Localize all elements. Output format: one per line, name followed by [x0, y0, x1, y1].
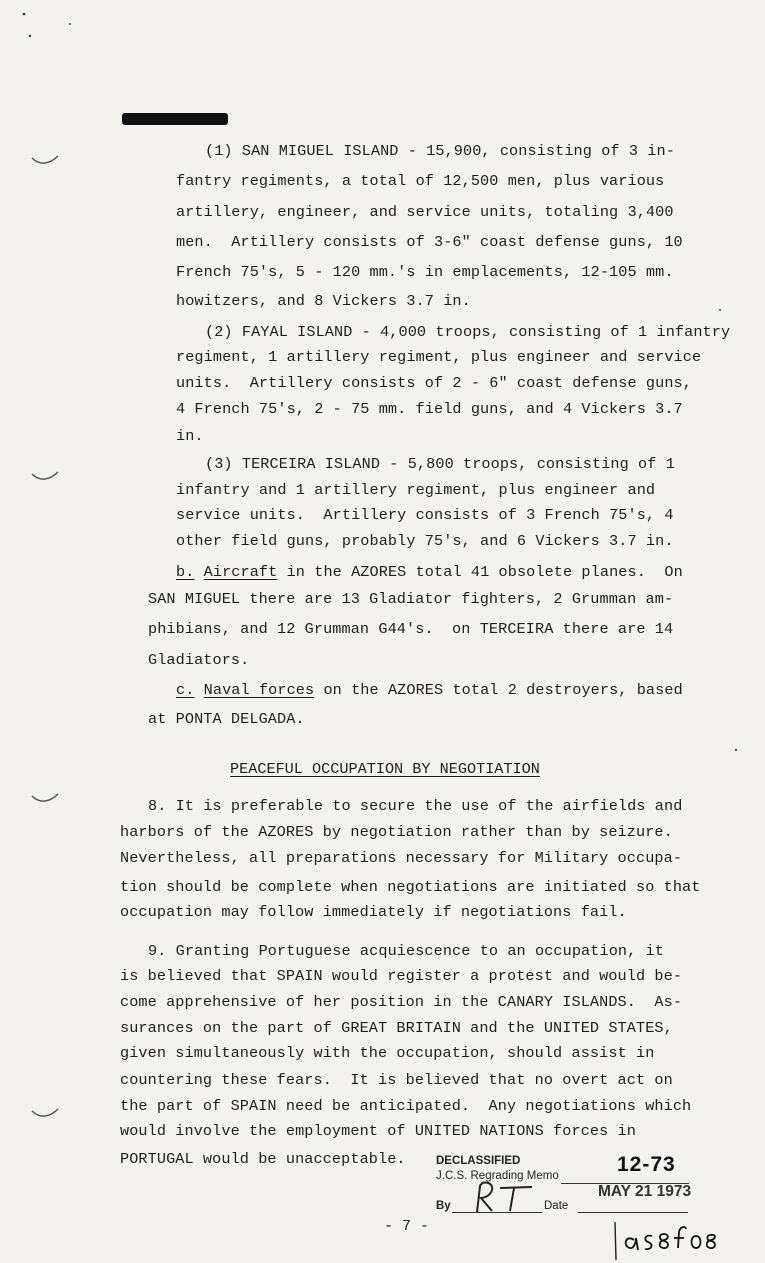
redacted-classification-bar [122, 113, 228, 125]
text-line: 4 French 75's, 2 - 75 mm. field guns, and 4 Vickers 3.7 [176, 400, 683, 418]
text-line: SAN MIGUEL there are 13 Gladiator fighters, 2 Grumman am- [148, 590, 674, 608]
text-line: (1) SAN MIGUEL ISLAND - 15,900, consisting of 3 in- [205, 142, 675, 160]
text-line: harbors of the AZORES by negotiation rather than by seizure. [120, 823, 673, 841]
stamp-underline [578, 1212, 688, 1213]
signature-initials [472, 1180, 542, 1216]
scan-speck-icon [20, 10, 80, 50]
text-line: service units. Artillery consists of 3 French 75's, 4 [176, 506, 674, 524]
text-line: would involve the employment of UNITED NATIONS forces in [120, 1122, 636, 1140]
text-line: at PONTA DELGADA. [148, 710, 305, 728]
text-line: in. [176, 427, 204, 445]
text-line: Gladiators. [148, 651, 250, 669]
naval-letter: c. [176, 681, 195, 699]
text-line: countering these fears. It is believed that no overt act on [120, 1071, 673, 1089]
text-line: is believed that SPAIN would register a protest and would be- [120, 967, 683, 985]
text-line: surances on the part of GREAT BRITAIN and the UNITED STATES, [120, 1019, 673, 1037]
text-line: phibians, and 12 Grumman G44's. on TERCEIRA there are 14 [148, 620, 674, 638]
aircraft-letter: b. [176, 563, 195, 581]
text-line: come apprehensive of her position in the CANARY ISLANDS. As- [120, 993, 683, 1011]
stamp-date-value: MAY 21 1973 [598, 1183, 692, 1200]
aircraft-line [176, 563, 683, 581]
scan-mark-icon [30, 1103, 60, 1123]
section-heading: PEACEFUL OCCUPATION BY NEGOTIATION [230, 760, 540, 778]
naval-line [176, 681, 683, 699]
text-line: PORTUGAL would be unacceptable. [120, 1150, 406, 1168]
scan-speck-icon [700, 300, 760, 800]
text-line: units. Artillery consists of 2 - 6" coast defense guns, [176, 374, 692, 392]
page-number: - 7 - [384, 1218, 430, 1235]
scan-mark-icon [30, 788, 60, 808]
text-line: howitzers, and 8 Vickers 3.7 in. [176, 292, 471, 310]
text-line: the part of SPAIN need be anticipated. Any negotiations which [120, 1097, 692, 1115]
naval-label: Naval forces [203, 681, 315, 699]
text-line: regiment, 1 artillery regiment, plus engineer and service [176, 348, 702, 366]
stamp-date-label: Date [544, 1200, 569, 1212]
naval-text: on the AZORES total 2 destroyers, based [314, 681, 683, 699]
stamp-memo-label: J.C.S. Regrading Memo [436, 1170, 559, 1182]
stamp-title: DECLASSIFIED [436, 1155, 521, 1167]
aircraft-text: in the AZORES total 41 obsolete planes. On [277, 563, 683, 581]
text-line: Nevertheless, all preparations necessary for Military occupa- [120, 849, 683, 867]
text-line: (2) FAYAL ISLAND - 4,000 troops, consisting of 1 infantry [205, 323, 731, 341]
text-line: men. Artillery consists of 3-6" coast defense guns, 10 [176, 233, 683, 251]
handwritten-reference [612, 1218, 722, 1262]
scan-mark-icon [30, 466, 60, 486]
text-line: tion should be complete when negotiations are initiated so that [120, 878, 701, 896]
scan-mark-icon [30, 150, 60, 170]
text-line: other field guns, probably 75's, and 6 Vickers 3.7 in. [176, 532, 674, 550]
stamp-memo-number: 12-73 [617, 1153, 676, 1176]
text-line: 9. Granting Portuguese acquiescence to an occupation, it [148, 942, 664, 960]
aircraft-label: Aircraft [203, 563, 278, 581]
text-line: (3) TERCEIRA ISLAND - 5,800 troops, consisting of 1 [205, 455, 675, 473]
text-line: French 75's, 5 - 120 mm.'s in emplacements, 12-105 mm. [176, 263, 674, 281]
text-line: infantry and 1 artillery regiment, plus engineer and [176, 481, 656, 499]
handwritten-reference-text: a58f08 [612, 1218, 616, 1219]
text-line: artillery, engineer, and service units, totaling 3,400 [176, 203, 674, 221]
stamp-by-label: By [436, 1200, 451, 1212]
text-line: given simultaneously with the occupation, should assist in [120, 1044, 655, 1062]
text-line: fantry regiments, a total of 12,500 men, plus various [176, 172, 665, 190]
text-line: occupation may follow immediately if negotiations fail. [120, 903, 627, 921]
text-line: 8. It is preferable to secure the use of the airfields and [148, 797, 683, 815]
